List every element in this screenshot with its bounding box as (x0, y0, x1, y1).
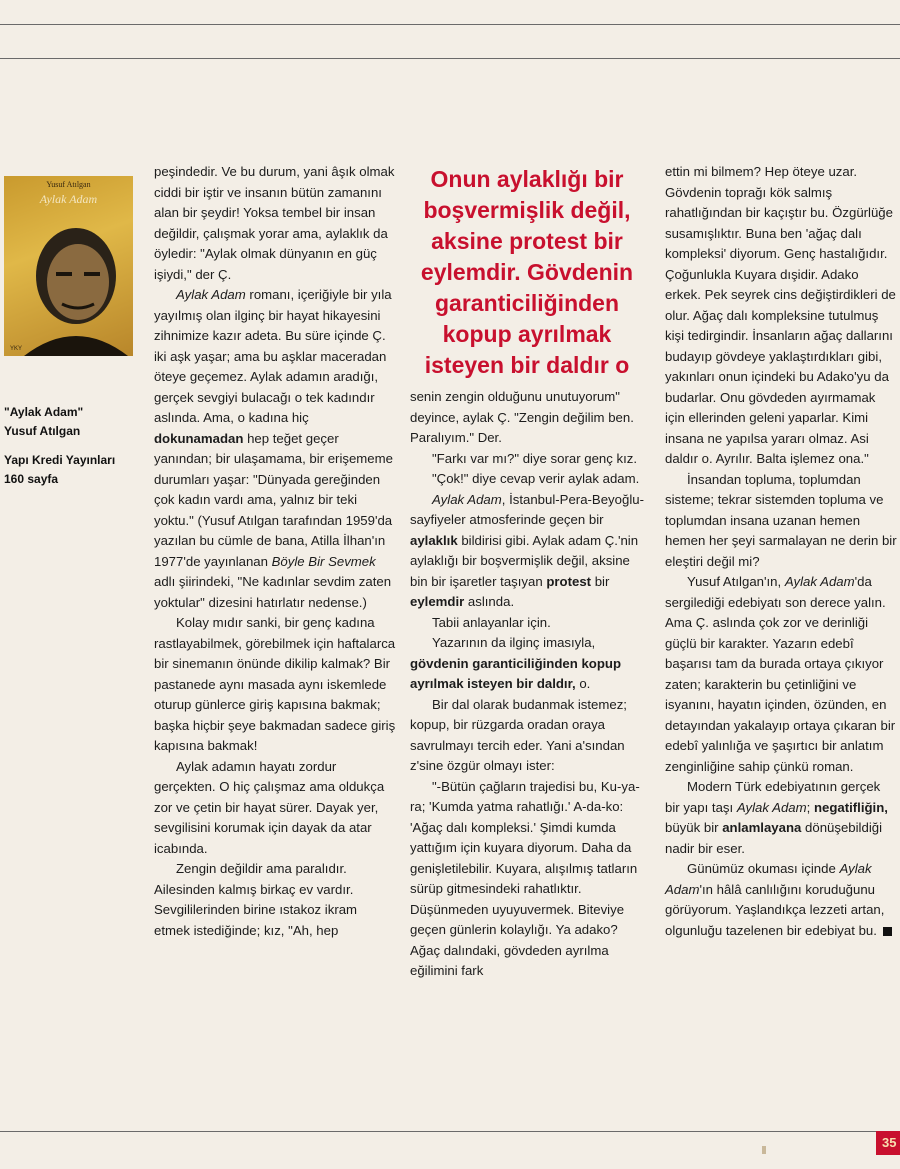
pull-quote-line: garanticiliğinden (434, 290, 620, 316)
stray-mark (762, 1146, 766, 1154)
paragraph: "-Bütün çağların trajedisi bu, Ku-ya-ra; 'Kumda yatma rahatlığı.' A-da-ko: 'Ağaç dalı kompleksi.' Şimdi kumda yattığım için kuyara diyorum. Daha da genişletilebilir. Kuyara, alışılmış tatların sürüp gitmesindeki rahatlıktır. Düşünmeden uyuyuvermek. Biteviye geçen günlerin kolaylığı. Ya adako? Ağaç dalındaki, gövdeden ayrılma eğilimini fark (410, 778, 640, 978)
top-rule (0, 24, 900, 25)
end-mark-icon (883, 927, 892, 936)
caption-pages: 160 sayfa (4, 472, 59, 486)
pull-quote-line: Onun aylaklığı bir (430, 166, 624, 192)
paragraph: senin zengin olduğunu unutuyorum" deyince, aylak Ç. "Zengin değilim ben. Paralıyım." Der. (410, 389, 634, 445)
article-column-2 (410, 387, 646, 982)
paragraph: Kolay mıdır sanki, bir genç kadına rastlayabilmek, görebilmek için haftalarca bir sinemanın önünde dikilip kalmak? Bir pastanede aynı masada aynı iskemlede oturup günlerce giriş kapısına bakmak; başka hiçbir şeye bakmadan sadece giriş kapısına bakmak! (154, 615, 396, 753)
cover-title: Aylak Adam (39, 192, 98, 206)
book-caption (4, 403, 144, 489)
caption-author: Yusuf Atılgan (4, 424, 81, 438)
author-portrait-icon (4, 206, 133, 356)
bottom-rule (0, 1131, 900, 1132)
paragraph: Zengin değildir ama paralıdır. Ailesinden kalmış birkaç ev vardır. Sevgililerinden birine ıstakoz ikram etmek istediğinde; kız, "Ah, hep (154, 861, 358, 938)
caption-publisher: Yapı Kredi Yayınları (4, 453, 116, 467)
paragraph: İnsandan topluma, toplumdan sisteme; tekrar sistemden topluma ve toplumdan insana uzanan hemen hemen her şeyi sarmalayan ne derin bir eleştiri değil mi? (665, 471, 897, 569)
paragraph: Tabii anlayanlar için. (432, 614, 551, 630)
caption-title: "Aylak Adam" (4, 405, 84, 419)
paragraph: Modern Türk edebiyatının gerçek bir yapı taşı Aylak Adam; negatifliğin, büyük bir anlamlayana dönüşebildiği nadir bir eser. (665, 779, 888, 856)
cover-author: Yusuf Atılgan (46, 180, 91, 189)
paragraph: ettin mi bilmem? Hep öteye uzar. Gövdenin toprağı kök salmış rahatlığından bir kaçıştır bu. Özgürlüğe susamışlıktır. Buna ben 'ağaç dalı kompleksi' diyorum. Genç hastalığıdır. Çoğunlukla Kuyara dışidir. Adako erkek. Pek seyrek cins değiştirdikleri de olur. Ağaç dalı kompleksine tutulmuş kişi tedirgindir. İnsanların ağaç dallarını budayıp gövdeye yaklaştırdıkları gibi, yakınları onun içindeki bu Adako'yu da budarlar. Onu gövdeden ayırmamak için ellerinden geleni yaparlar. Kimi insana ne yapılsa yararı olmaz. Asi daldır o. Ayrılır. Balta işlemez ona." (665, 164, 896, 466)
paragraph: Yazarının da ilginç imasıyla, gövdenin garanticiliğinden kopup ayrılmak isteyen bir daldır, o. (410, 635, 622, 691)
article-column-3 (665, 162, 897, 941)
pull-quote-line: boşvermişlik değil, (423, 197, 631, 223)
pull-quote-line: kopup ayrılmak (442, 321, 612, 347)
article-column-1 (154, 162, 396, 941)
pull-quote (412, 164, 642, 381)
top-rule-2 (0, 58, 900, 59)
paragraph: Yusuf Atılgan'ın, Aylak Adam'da sergilediği edebiyatı son derece yalın. Ama Ç. aslında çok zor ve derinliği güçlü bir karakter. Yazarın edebî başarısı tam da burada ortaya çıkıyor zaten; karakterin bu çetinliğini ve isyanını, hayatın içinden, özünden, en detayından yakalayıp ortaya çıkaran bir edebî yalınlığa ve şaşırtıcı bir anlatım zenginliğine sahip çünkü roman. (665, 574, 896, 774)
book-cover-image (4, 176, 133, 356)
pull-quote-line: eylemdir. Gövdenin (420, 259, 634, 285)
paragraph: Aylak Adam, İstanbul-Pera-Beyoğlu-sayfiyeler atmosferinde geçen bir aylaklık bildirisi gibi. Aylak adam Ç.'nin aylaklığı bir boşvermişlik değil, aksine bin bir işaretler taşıyan protest bir eylemdir aslında. (410, 491, 644, 609)
paragraph: "Farkı var mı?" diye sorar genç kız. (432, 450, 638, 466)
paragraph: Bir dal olarak budanmak istemez; kopup, bir rüzgarda oradan oraya savrulmayı tercih eder. Yani a'sından z'sine özgür olmayı ister: (410, 696, 627, 773)
paragraph: Günümüz okuması içinde Aylak Adam'ın hâlâ canlılığını koruduğunu görüyorum. Yaşlandıkça lezzeti artan, olgunluğu tazelenen bir edebiyat bu. (665, 859, 897, 941)
paragraph: "Çok!" diye cevap verir aylak adam. (432, 471, 640, 486)
pull-quote-line: isteyen bir daldır o (424, 352, 630, 378)
paragraph: Aylak Adam romanı, içeriğiyle bir yıla yayılmış olan ilginç bir hayat hikayesini zihnimize kazır adeta. Bu süre içinde Ç. iki aşk yaşar; ama bu aşklar maceradan öteye geçemez. Aylak adamın aradığı, gerçek sevgiyi bulacağı o tek kadındır aslında. Ama, o kadına hiç dokunamadan hep teğet geçer yanından; bir ulaşamama, bir erişememe durumları yaşar: "Dünyada gereğinden çok kadın vardı ama, yalnız bir teki yoktu." (Yusuf Atılgan tarafından 1959'da yazılan bu cümle de bana, Atilla İlhan'ın 1977'de yayınlanan Böyle Bir Sevmek adlı şiirindeki, "Ne kadınlar sevdim zaten yoktular" dizesini hatırlatır nedense.) (154, 287, 393, 610)
pull-quote-line: aksine protest bir (431, 228, 623, 254)
paragraph: Aylak adamın hayatı zordur gerçekten. O hiç çalışmaz ama oldukça zor ve çetin bir hayat sürer. Dayak yer, sevgilisini korumak için dayak da atar icabında. (154, 758, 385, 856)
cover-publisher: YKY (10, 346, 23, 352)
paragraph: peşindedir. Ve bu durum, yani âşık olmak ciddi bir iştir ve insanın bütün zamanını alan bir şeydir! Yoksa tembel bir insan değildir, çalışmak yorar ama, aylaklık da öyledir: "Aylak olmak dünyanın en güç işiydi," der Ç. (154, 164, 395, 282)
page-number: 35 (876, 1131, 900, 1155)
